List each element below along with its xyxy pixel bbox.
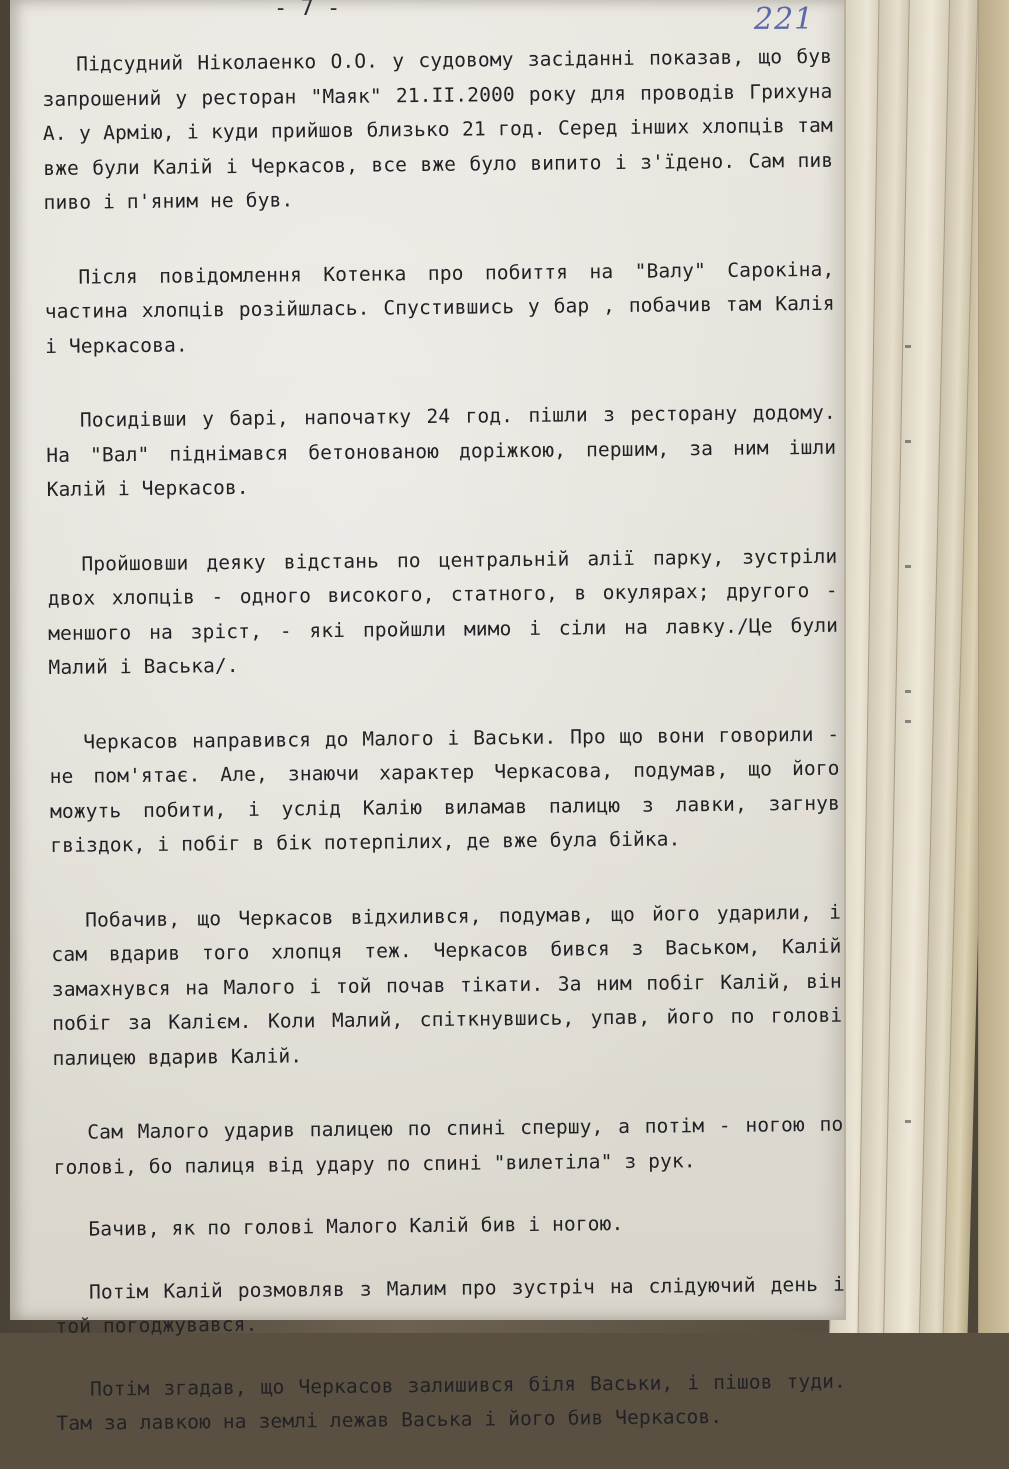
typed-page — [10, 0, 847, 1435]
paragraph: Побачив, що Черкасов відхилився, подумав, що його ударили, і сам вдарив того хлопця теж. Черкасов бився з Васьком, Калій замахнувся на Малого і той почав тікати. За ним побіг Калій, він побіг за Калієм. Коли Малий, спіткнувшись, упав, його по голові палицею вдарив Калій. — [51, 900, 843, 1070]
edge-ink-mark — [905, 720, 911, 723]
paragraph: Пройшовши деяку відстань по центральній алії парку, зустріли двох хлопців - одного високого, статного, в окулярах; другого - меншого на зріст, - які пройшли мимо і сіли на лавку./Це були Малий і Васька/. — [47, 544, 839, 679]
edge-ink-mark — [905, 690, 911, 693]
page-number: - 7 - — [274, 0, 341, 21]
document-body — [42, 40, 847, 1469]
archive-number: 221 — [754, 2, 815, 37]
edge-ink-mark — [905, 565, 911, 568]
paragraph: Потім згадав, що Черкасов залишився біля Васьки, і пішов туди. Там за лавкою на землі лежав Васька і його бив Черкасов. — [56, 1369, 847, 1435]
page-edge — [978, 0, 1009, 1333]
paragraph: Підсудний Ніколаенко О.О. у судовому засіданні показав, що був запрошений у ресторан "Маяк" 21.II.2000 року для проводів Грихуна А. у Армію, і куди прийшов близько 21 год. Серед інших хлопців там вже були Калій і Черкасов, все вже було випито і з'їдено. Сам пив пиво і п'яним не був. — [42, 44, 834, 214]
paragraph: Потім Калій розмовляв з Малим про зустріч на слідуючий день і той погоджувався. — [55, 1272, 846, 1338]
paragraph: Посидівши у барі, напочатку 24 год. пішли з ресторану додому. На "Вал" піднімався бетонованою доріжкою, першим, за ним ішли Калій і Черкасов. — [46, 400, 837, 501]
edge-ink-mark — [905, 440, 911, 443]
edge-ink-mark — [905, 345, 911, 348]
paragraph: Черкасов направився до Малого і Васьки. Про що вони говорили - не пом'ятає. Але, знаючи характер Черкасова, подумав, що його можуть побити, і услід Калію виламав палицю з лавки, загнув гвіздок, і побіг в бік потерпілих, де вже була бійка. — [49, 722, 841, 857]
paragraph: Сам Малого ударив палицею по спині спершу, а потім - ногою по голові, бо палиця від удару по спині "вилетіла" з рук. — [53, 1112, 844, 1179]
paragraph: Бачив, як по голові Малого Калій бив і ногою. — [88, 1211, 624, 1241]
paragraph: Після повідомлення Котенка про побиття на "Валу" Сарокіна, частина хлопців розійшлась. Спустившись у бар , побачив там Калія і Черкасова. — [44, 257, 835, 358]
edge-ink-mark — [905, 1120, 911, 1123]
